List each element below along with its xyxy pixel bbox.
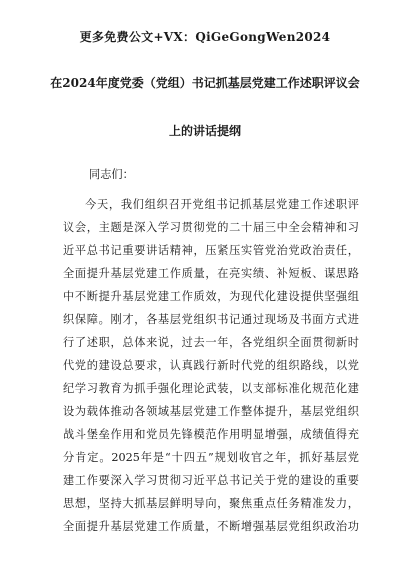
body-line: 全面提升基层党建工作质量，不断增强基层党组织政治功 (63, 520, 359, 533)
document-subtitle: 上的讲话提纲 (168, 124, 241, 138)
body-line: 全面提升基层党建工作质量，在亮实绩、补短板、谋思路 (63, 267, 359, 280)
body-line: 建工作要深入学习贯彻习近平总书记关于党的建设的重要 (63, 474, 359, 487)
body-line: 分肯定。2025年是“十四五”规划收官之年，抓好基层党 (63, 451, 359, 464)
body-line: 中不断提升基层党建工作质效，为现代化建设提供坚强组 (63, 290, 359, 303)
body-line: 思想，坚持大抓基层鲜明导向，聚焦重点任务精准发力， (63, 497, 359, 510)
body-line: 近平总书记重要讲话精神，压紧压实管党治党政治责任， (63, 244, 359, 257)
body-line: 今天，我们组织召开党组书记抓基层党建工作述职评 (85, 198, 359, 211)
body-line: 议会，主题是深入学习贯彻党的二十届三中全会精神和习 (63, 221, 359, 234)
salutation: 同志们： (89, 168, 134, 181)
body-line: 纪学习教育为抓手强化理论武装，以支部标准化规范化建 (63, 382, 359, 395)
body-line: 战斗堡垒作用和党员先锋模范作用明显增强，成绩值得充 (63, 428, 359, 441)
body-paragraph (63, 193, 359, 538)
body-line: 代党的建设总要求，认真践行新时代党的组织路线，以党 (63, 359, 359, 372)
body-line: 行了述职，总体来说，过去一年，各党组织全面贯彻新时 (63, 336, 359, 349)
body-line: 织保障。刚才，各基层党组织书记通过现场及书面方式进 (63, 313, 359, 326)
promo-header: 更多免费公文+VX：QiGeGongWen2024 (79, 30, 331, 44)
document-title: 在2024年度党委（党组）书记抓基层党建工作述职评议会 (50, 76, 360, 90)
body-line: 设为载体推动各领域基层党建工作整体提升，基层党组织 (63, 405, 359, 418)
